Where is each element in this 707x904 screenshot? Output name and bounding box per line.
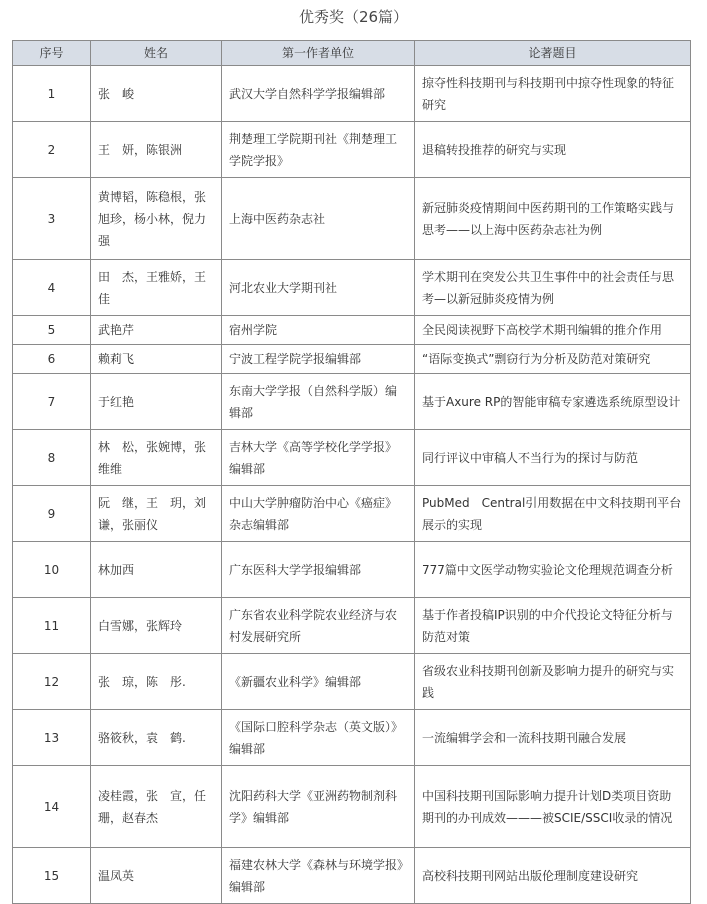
row-unit: 《国际口腔科学杂志（英文版）》编辑部: [222, 710, 415, 766]
row-title: 基于作者投稿IP识别的中介代投论文特征分析与防范对策: [415, 598, 691, 654]
row-title: 学术期刊在突发公共卫生事件中的社会责任与思考—以新冠肺炎疫情为例: [415, 260, 691, 316]
row-name: 黄博韬，陈稳根，张旭珍，杨小林，倪力强: [91, 178, 222, 260]
row-name: 林 松，张婉博，张维维: [91, 430, 222, 486]
row-index: 4: [13, 260, 91, 316]
table-body: [13, 66, 691, 904]
row-unit: 广东省农业科学院农业经济与农村发展研究所: [222, 598, 415, 654]
row-index: 9: [13, 486, 91, 542]
row-unit: 沈阳药科大学《亚洲药物制剂科学》编辑部: [222, 766, 415, 848]
row-name: 凌桂霞，张 宣，任 珊，赵春杰: [91, 766, 222, 848]
row-unit: 东南大学学报（自然科学版）编辑部: [222, 374, 415, 430]
header-unit: 第一作者单位: [222, 41, 415, 66]
row-name: 张 峻: [91, 66, 222, 122]
table-row: [13, 345, 691, 374]
row-unit: 吉林大学《高等学校化学学报》编辑部: [222, 430, 415, 486]
row-index: 7: [13, 374, 91, 430]
row-title: 高校科技期刊网站出版伦理制度建设研究: [415, 848, 691, 904]
table-row: [13, 486, 691, 542]
row-index: 11: [13, 598, 91, 654]
row-title: “语际变换式”剽窃行为分析及防范对策研究: [415, 345, 691, 374]
row-unit: 上海中医药杂志社: [222, 178, 415, 260]
row-title: 基于Axure RP的智能审稿专家遴选系统原型设计: [415, 374, 691, 430]
row-title: 省级农业科技期刊创新及影响力提升的研究与实践: [415, 654, 691, 710]
header-title: 论著题目: [415, 41, 691, 66]
row-title: 中国科技期刊国际影响力提升计划D类项目资助期刊的办刊成效———被SCIE/SSCI收录的情况: [415, 766, 691, 848]
row-title: 同行评议中审稿人不当行为的探讨与防范: [415, 430, 691, 486]
row-index: 10: [13, 542, 91, 598]
table-row: [13, 710, 691, 766]
row-title: 退稿转投推荐的研究与实现: [415, 122, 691, 178]
row-name: 于红艳: [91, 374, 222, 430]
row-index: 12: [13, 654, 91, 710]
row-title: 一流编辑学会和一流科技期刊融合发展: [415, 710, 691, 766]
table-row: [13, 316, 691, 345]
row-name: 赖莉飞: [91, 345, 222, 374]
table-row: [13, 430, 691, 486]
table-row: [13, 178, 691, 260]
awards-table: [12, 40, 691, 904]
row-name: 王 妍，陈银洲: [91, 122, 222, 178]
row-index: 15: [13, 848, 91, 904]
row-unit: 宁波工程学院学报编辑部: [222, 345, 415, 374]
row-title: 掠夺性科技期刊与科技期刊中掠夺性现象的特征研究: [415, 66, 691, 122]
table-row: [13, 598, 691, 654]
row-index: 5: [13, 316, 91, 345]
row-unit: 河北农业大学期刊社: [222, 260, 415, 316]
row-index: 8: [13, 430, 91, 486]
row-title: PubMed Central引用数据在中文科技期刊平台展示的实现: [415, 486, 691, 542]
row-name: 林加西: [91, 542, 222, 598]
row-name: 白雪娜，张辉玲: [91, 598, 222, 654]
row-unit: 中山大学肿瘤防治中心《癌症》杂志编辑部: [222, 486, 415, 542]
header-index: 序号: [13, 41, 91, 66]
row-unit: 武汉大学自然科学学报编辑部: [222, 66, 415, 122]
table-row: [13, 766, 691, 848]
row-index: 1: [13, 66, 91, 122]
row-index: 13: [13, 710, 91, 766]
table-row: [13, 654, 691, 710]
row-index: 2: [13, 122, 91, 178]
table-row: [13, 542, 691, 598]
row-index: 3: [13, 178, 91, 260]
row-name: 武艳芹: [91, 316, 222, 345]
row-unit: 宿州学院: [222, 316, 415, 345]
row-title: 新冠肺炎疫情期间中医药期刊的工作策略实践与思考——以上海中医药杂志社为例: [415, 178, 691, 260]
page-title: 优秀奖（26篇）: [298, 8, 409, 26]
row-name: 阮 继，王 玥，刘 谦，张丽仪: [91, 486, 222, 542]
row-unit: 福建农林大学《森林与环境学报》编辑部: [222, 848, 415, 904]
table-row: [13, 260, 691, 316]
table-row: [13, 66, 691, 122]
row-unit: 荆楚理工学院期刊社《荆楚理工学院学报》: [222, 122, 415, 178]
row-unit: 《新疆农业科学》编辑部: [222, 654, 415, 710]
row-name: 张 琼，陈 彤.: [91, 654, 222, 710]
header-name: 姓名: [91, 41, 222, 66]
table-row: [13, 848, 691, 904]
table-header-row: [13, 41, 691, 66]
row-title: 全民阅读视野下高校学术期刊编辑的推介作用: [415, 316, 691, 345]
row-index: 6: [13, 345, 91, 374]
table-row: [13, 122, 691, 178]
row-unit: 广东医科大学学报编辑部: [222, 542, 415, 598]
table-row: [13, 374, 691, 430]
row-name: 田 杰，王雅娇，王 佳: [91, 260, 222, 316]
row-title: 777篇中文医学动物实验论文伦理规范调查分析: [415, 542, 691, 598]
row-name: 骆筱秋，袁 鹤.: [91, 710, 222, 766]
row-name: 温凤英: [91, 848, 222, 904]
row-index: 14: [13, 766, 91, 848]
